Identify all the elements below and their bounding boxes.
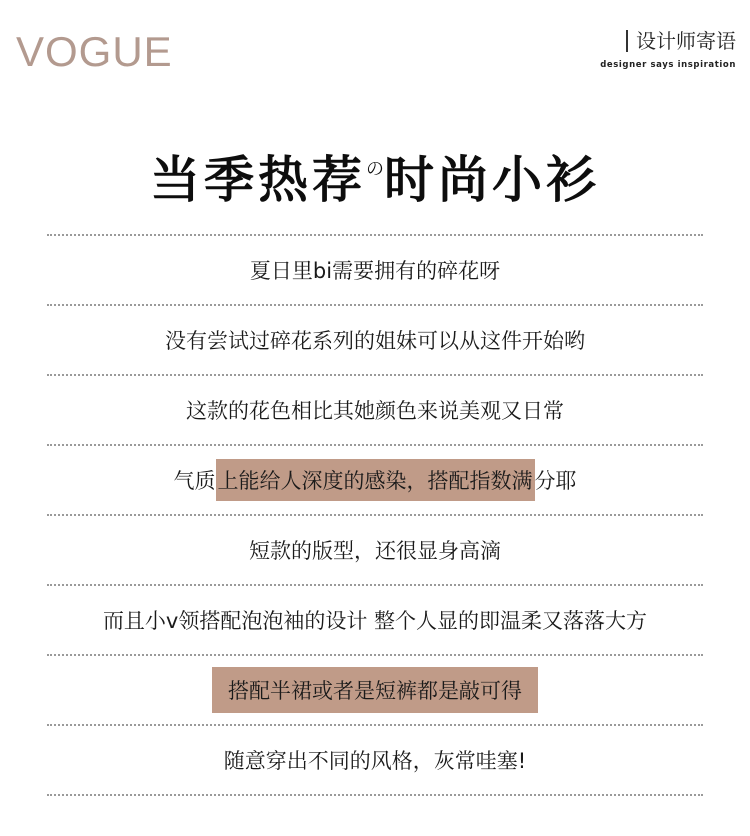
designer-title: 设计师寄语 xyxy=(626,30,736,52)
highlighted-box: 搭配半裙或者是短裤都是敲可得 xyxy=(212,667,538,713)
line-8 xyxy=(47,726,703,794)
line-text: 没有尝试过碎花系列的姐妹可以从这件开始哟 xyxy=(165,329,585,353)
line-7 xyxy=(47,656,703,724)
highlighted-text: 上能给人深度的感染，搭配指数满 xyxy=(216,459,535,501)
line-text: 夏日里bi需要拥有的碎花呀 xyxy=(249,259,501,283)
line-text: 随意穿出不同的风格，灰常哇塞! xyxy=(223,749,527,773)
divider xyxy=(47,794,703,796)
line-1 xyxy=(47,236,703,304)
line-text-pre: 气质 xyxy=(173,469,216,493)
copy-lines xyxy=(47,234,703,796)
line-3 xyxy=(47,376,703,444)
line-6 xyxy=(47,586,703,654)
headline xyxy=(0,140,750,212)
line-text: 这款的花色相比其她颜色来说美观又日常 xyxy=(186,399,564,423)
headline-part1: 当季热荐 xyxy=(150,151,366,209)
line-text-post: 分耶 xyxy=(534,469,577,493)
line-text: 而且小v领搭配泡泡袖的设计 整个人显的即温柔又落落大方 xyxy=(102,609,648,633)
designer-subtitle: designer says inspiration xyxy=(600,60,736,70)
line-text: 短款的版型，还很显身高滴 xyxy=(249,539,501,563)
line-4 xyxy=(47,446,703,514)
headline-connector: の xyxy=(366,159,384,180)
designer-block xyxy=(600,30,736,70)
headline-part2: 时尚小衫 xyxy=(384,151,600,209)
line-5 xyxy=(47,516,703,584)
vogue-logo: VOGUE xyxy=(16,28,173,75)
line-2 xyxy=(47,306,703,374)
